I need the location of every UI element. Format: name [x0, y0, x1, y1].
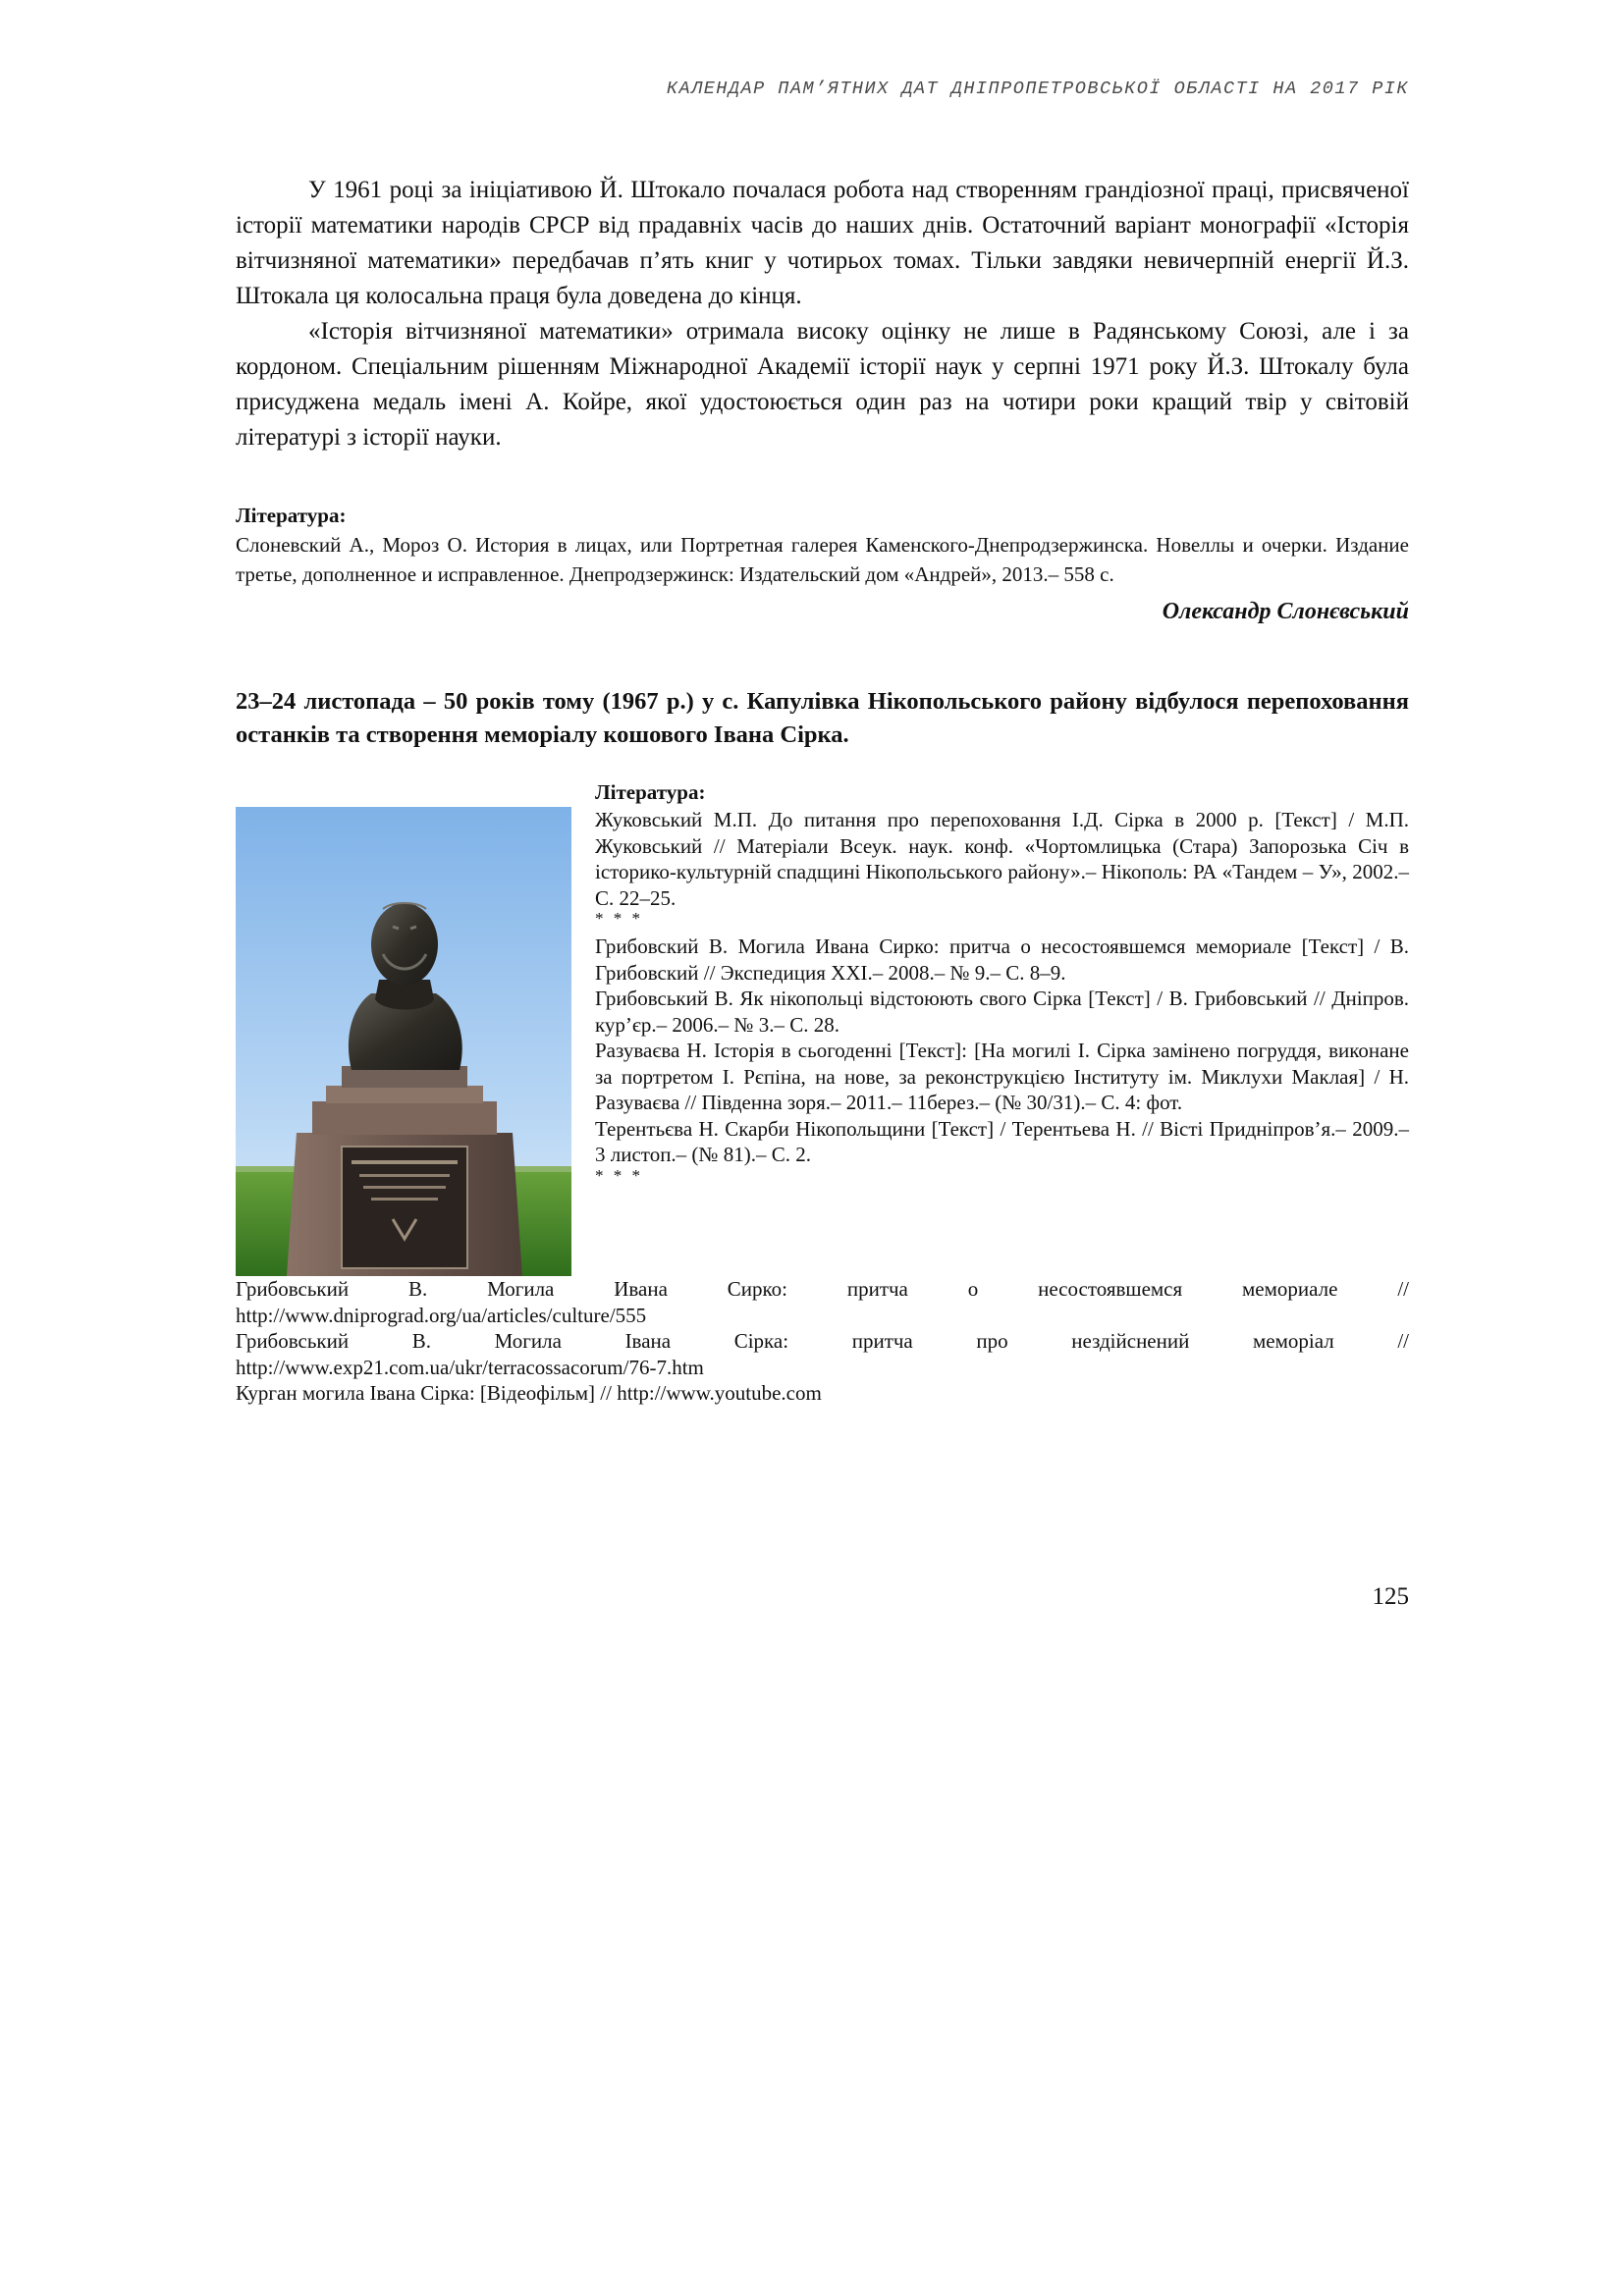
- separator-stars: * * *: [595, 1165, 643, 1185]
- web-resources: [236, 1276, 1409, 1407]
- bibliography-entry: Грибовський В. Як нікопольці відстоюють свого Сірка [Текст] / В. Грибовський // Дніпров. кур’єр.– 2006.– № 3.– С. 28.: [595, 987, 1409, 1037]
- article2-literature-heading: Література:: [595, 780, 706, 804]
- bibliography-entry: Разуваєва Н. Історія в сьогоденні [Текст]: [На могилі І. Сірка замінено погруддя, виконане за портретом І. Рєпіна, на нове, за реконструкцією Інституту ім. Миклухи Маклая] / Н. Разуваєва // Південна зоря.– 2011.– 11берез.– (№ 30/31).– С. 4: фот.: [595, 1039, 1409, 1114]
- web-entry-title: Грибовський В. Могила Ивана Сирко: притча о несостоявшемся мемориале //: [236, 1277, 1409, 1301]
- article1-paragraph-2: «Історія вітчизняної математики» отримала високу оцінку не лише в Радянському Союзі, але і за кордоном. Спеціальним рішенням Міжнародної Академії історії наук у серпні 1971 року Й.З. Штокалу була присуджена медаль імені А. Койре, якої удостоюється один раз на чотири роки кращий твір у світовій літературі з історії науки.: [236, 318, 1409, 451]
- article2-bibliography: [595, 777, 1409, 1276]
- article2-title: 23–24 листопада – 50 років тому (1967 р.) у с. Капулівка Нікопольського району відбулося перепоховання останків та створення меморіалу кошового Івана Сірка.: [236, 688, 1409, 748]
- article1-literature-entry: Слоневский А., Мороз О. История в лицах, или Портретная галерея Каменского-Днепродзержинска. Новеллы и очерки. Издание третье, дополненное и исправленное. Днепродзержинск: Издательский дом «Андрей», 2013.– 558 с.: [236, 533, 1409, 586]
- bibliography-entry: Терентьєва Н. Скарби Нікопольщини [Текст] / Терентьева Н. // Вісті Придніпров’я.– 2009.– 3 листоп.– (№ 81).– С. 2.: [595, 1116, 1409, 1166]
- bibliography-entry: Грибовский В. Могила Ивана Сирко: притча о несостоявшемся мемориале [Текст] / В. Грибовский // Экспедиция XXI.– 2008.– № 9.– С. 8–9.: [595, 934, 1409, 985]
- separator-stars: * * *: [595, 909, 643, 928]
- article1-paragraph-1: У 1961 році за ініціативою Й. Штокало почалася робота над створенням грандіозної праці, присвяченої історії математики народів СРСР від прадавніх часів до наших днів. Остаточний варіант монографії «Історія вітчизняної математики» передбачав п’ять книг у чотирьох томах. Тільки завдяки невичерпній енергії Й.З. Штокала ця колосальна праця була доведена до кінця.: [236, 177, 1409, 309]
- article1-author: Олександр Слонєвський: [1162, 599, 1409, 624]
- web-entry-title: Грибовський В. Могила Івана Сірка: притча про нездійснений меморіал //: [236, 1329, 1409, 1353]
- web-link[interactable]: http://www.dniprograd.org/ua/articles/culture/555: [236, 1303, 647, 1327]
- running-header: КАЛЕНДАР ПАМ’ЯТНИХ ДАТ ДНІПРОПЕТРОВСЬКОЇ ОБЛАСТІ НА 2017 РІК: [666, 79, 1409, 99]
- page-content: [236, 173, 1409, 1407]
- bibliography-entry: Жуковський М.П. До питання про перепоховання І.Д. Сірка в 2000 р. [Текст] / М.П. Жуковський // Матеріали Всеук. наук. конф. «Чортомлицька (Стара) Запорозька Січ в історико-культурній спадщині Нікопольського району».– Нікополь: РА «Тандем – У», 2002.– С. 22–25.: [595, 808, 1409, 910]
- web-entry-video: Курган могила Івана Сірка: [Відеофільм] // http://www.youtube.com: [236, 1381, 822, 1405]
- monument-photo: [236, 807, 571, 1276]
- page-number: 125: [1372, 1583, 1409, 1610]
- article2-figure-row: [236, 777, 1409, 1276]
- web-link[interactable]: http://www.exp21.com.ua/ukr/terracossacorum/76-7.htm: [236, 1355, 704, 1379]
- article1-literature-heading: Література:: [236, 504, 347, 527]
